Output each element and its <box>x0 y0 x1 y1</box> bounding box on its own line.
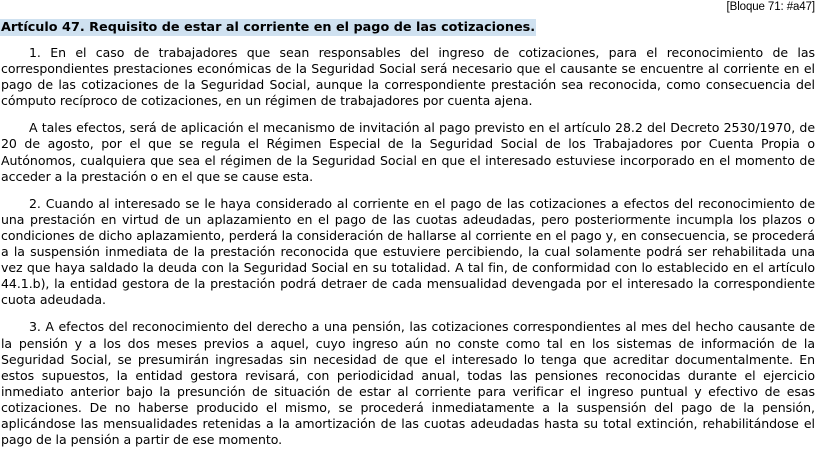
article-heading <box>0 19 818 36</box>
article-body <box>0 45 818 448</box>
paragraph-1-continuation: A tales efectos, será de aplicación el mecanismo de invitación al pago previsto en el artículo 28.2 del Decreto 2530/1970, de 20 de agosto, por el que se regula el Régimen Especial de la Seguridad Social de los Trabajadores por Cuenta Propia o Autónomos, cualquiera que sea el régimen de la Seguridad Social en que el interesado estuviese incorporado en el momento de acceder a la prestación o en el que se cause esta. <box>1 120 815 184</box>
paragraph-2: 2. Cuando al interesado se le haya considerado al corriente en el pago de las cotizaciones a efectos del reconocimiento de una prestación en virtud de un aplazamiento en el pago de las cuotas adeudadas, pero posteriormente incumpla los plazos o condiciones de dicho aplazamiento, perderá la consideración de hallarse al corriente en el pago y, en consecuencia, se procederá a la suspensión inmediata de la prestación reconocida que estuviere percibiendo, la cual solamente podrá ser rehabilitada una vez que haya saldado la deuda con la Seguridad Social en su totalidad. A tal fin, de conformidad con lo establecido en el artículo 44.1.b), la entidad gestora de la prestación podrá detraer de cada mensualidad devengada por el interesado la correspondiente cuota adeudada. <box>1 195 815 308</box>
paragraph-1: 1. En el caso de trabajadores que sean responsables del ingreso de cotizaciones, para el reconocimiento de las correspondientes prestaciones económicas de la Seguridad Social será necesario que el causante se encuentre al corriente en el pago de las cotizaciones de la Seguridad Social, aunque la correspondiente prestación sea reconocida, como consecuencia del cómputo recíproco de cotizaciones, en un régimen de trabajadores por cuenta ajena. <box>1 45 815 109</box>
paragraph-3: 3. A efectos del reconocimiento del derecho a una pensión, las cotizaciones correspondientes al mes del hecho causante de la pensión y a los dos meses previos a aquel, cuyo ingreso aún no conste como tal en los sistemas de información de la Seguridad Social, se presumirán ingresadas sin necesidad de que el interesado lo tenga que acreditar documentalmente. En estos supuestos, la entidad gestora revisará, con periodicidad anual, todas las pensiones reconocidas durante el ejercicio inmediato anterior bajo la presunción de situación de estar al corriente para verificar el ingreso puntual y efectivo de esas cotizaciones. De no haberse producido el mismo, se procederá inmediatamente a la suspensión del pago de la pensión, aplicándose las mensualidades retenidas a la amortización de las cuotas adeudadas hasta su total extinción, rehabilitándose el pago de la pensión a partir de ese momento. <box>1 319 815 448</box>
block-reference-tag: [Bloque 71: #a47] <box>726 1 815 13</box>
article-heading-text: Artículo 47. Requisito de estar al corriente en el pago de las cotizaciones. <box>1 20 536 35</box>
